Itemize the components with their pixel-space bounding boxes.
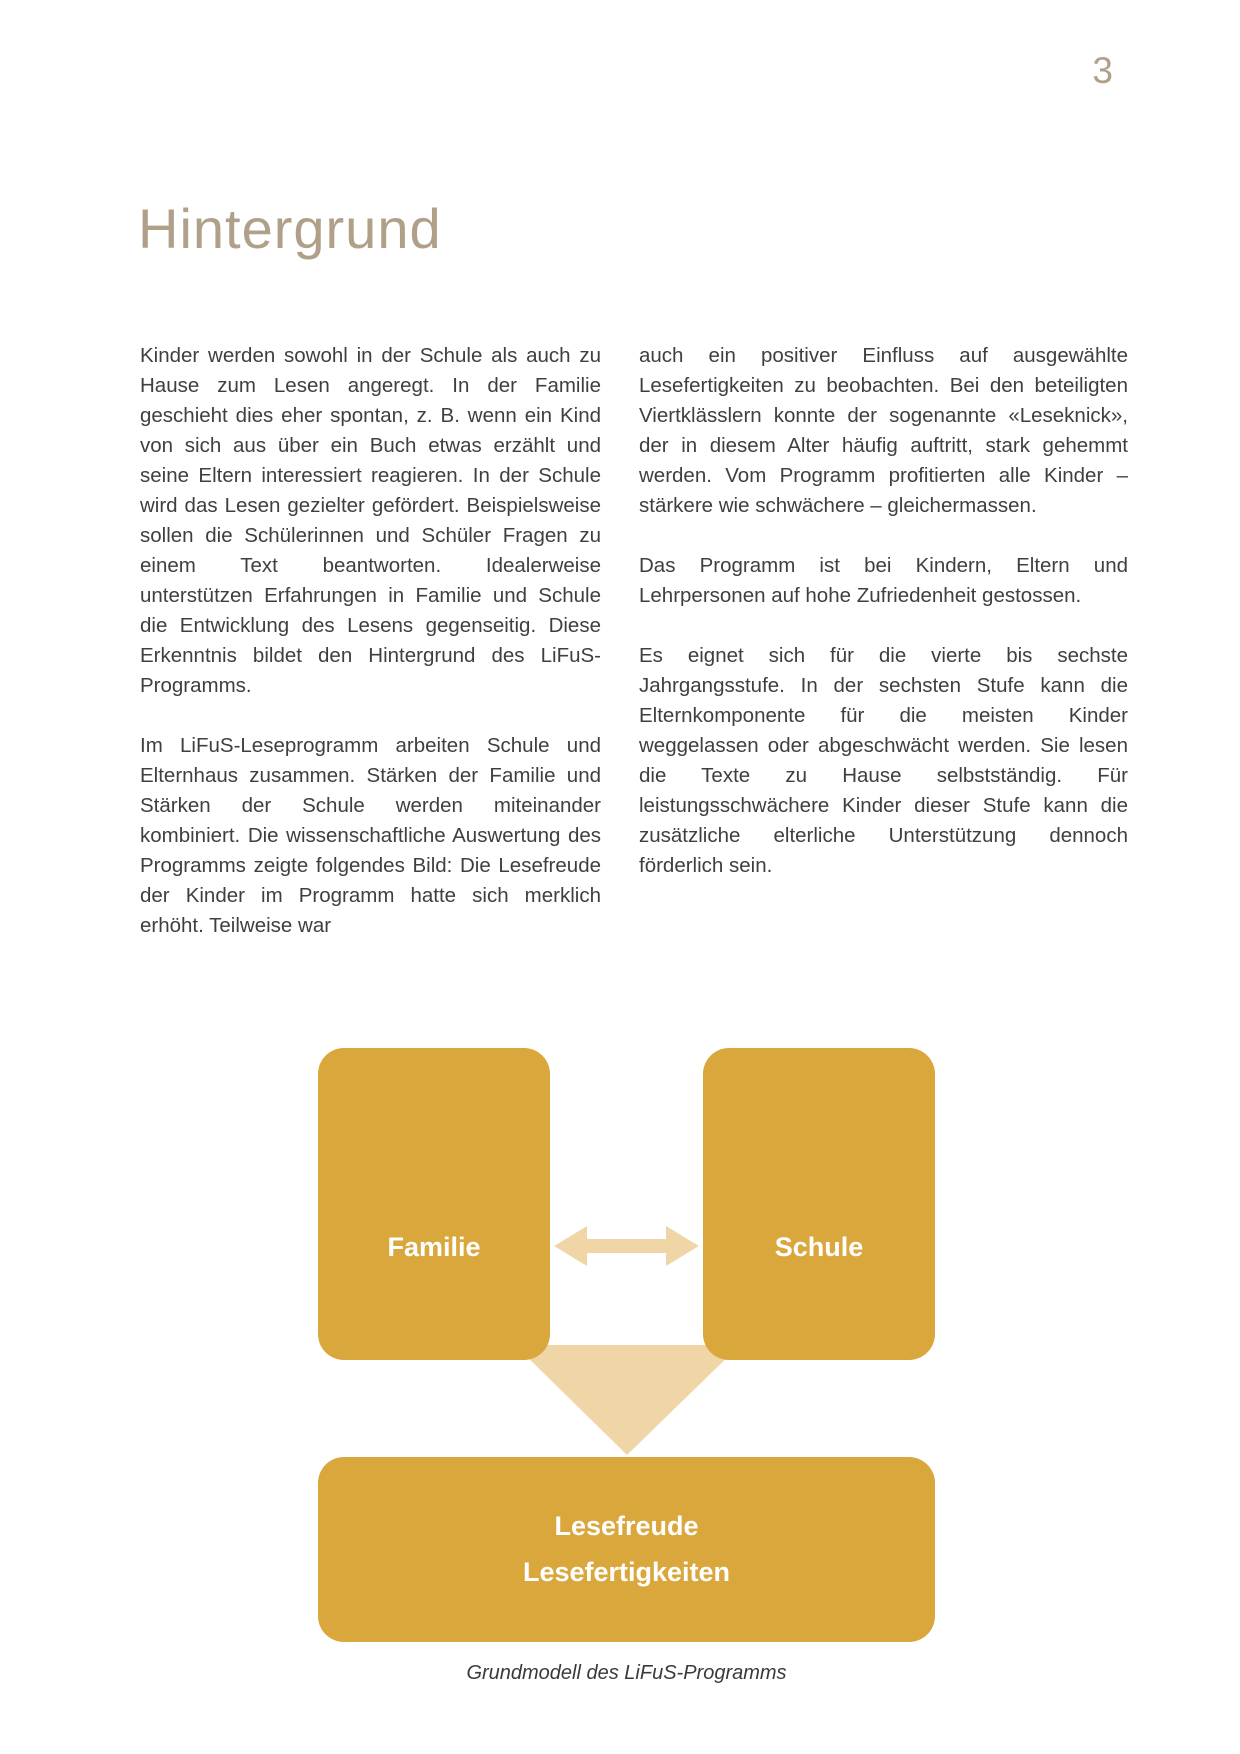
outcome-box-line1: Lesefreude bbox=[554, 1510, 699, 1541]
outcome-box bbox=[318, 1457, 935, 1642]
page-title: Hintergrund bbox=[138, 197, 442, 260]
body-text bbox=[140, 341, 1128, 941]
outcome-box-line2: Lesefertigkeiten bbox=[522, 1556, 731, 1587]
arrow-down-connector bbox=[318, 1340, 935, 1460]
family-box-label: Familie bbox=[387, 1232, 481, 1262]
school-box-label: Schule bbox=[774, 1232, 864, 1262]
paragraph: Das Programm ist bei Kindern, Eltern und Lehrpersonen auf hohe Zufriedenheit gestossen. bbox=[639, 554, 1128, 607]
paragraph: Im LiFuS-Leseprogramm arbeiten Schule und Elternhaus zusammen. Stärken der Familie und Stärken der Schule werden miteinander kombiniert. Die wissenschaftliche Auswertung des Programms zeigte folgendes Bild: Die Lesefreude der Kinder im Programm hatte sich merklich erhöht. Teilweise war bbox=[140, 734, 601, 937]
page-number: 3 bbox=[1092, 50, 1113, 91]
paragraph: Es eignet sich für die vierte bis sechste Jahrgangsstufe. In der sechsten Stufe kann die Elternkomponente für die meisten Kinder weggelassen oder abgeschwächt werden. Sie lesen die Texte zu Hause selbstständig. Für leistungsschwächere Kinder dieser Stufe kann die zusätzliche elterliche Unterstützung dennoch förderlich sein. bbox=[639, 644, 1128, 877]
paragraph: auch ein positiver Einfluss auf ausgewählte Lesefertigkeiten zu beobachten. Bei den beteiligten Viertklässlern konnte der sogenannte «Leseknick», der in diesem Alter häufig auftritt, stark gehemmt werden. Vom Programm profitierten alle Kinder – stärkere wie schwächere – gleichermassen. bbox=[639, 344, 1128, 517]
family-box bbox=[318, 1048, 550, 1360]
double-arrow-icon bbox=[554, 1224, 699, 1268]
school-box bbox=[703, 1048, 935, 1360]
text-column-left bbox=[140, 341, 601, 941]
figure-caption: Grundmodell des LiFuS-Programms bbox=[466, 1662, 787, 1684]
triangle-down-icon bbox=[515, 1345, 740, 1455]
text-column-right bbox=[639, 341, 1128, 941]
paragraph: Kinder werden sowohl in der Schule als auch zu Hause zum Lesen angeregt. In der Familie geschieht dies eher spontan, z. B. wenn ein Kind von sich aus über ein Buch etwas erzählt und seine Eltern interessiert reagieren. In der Schule wird das Lesen gezielter gefördert. Beispielsweise sollen die Schülerinnen und Schüler Fragen zu einem Text beantworten. Idealerweise unterstützen Erfahrungen in Familie und Schule die Entwicklung des Lesens gegenseitig. Diese Erkenntnis bildet den Hintergrund des LiFuS-Programms. bbox=[140, 344, 601, 697]
